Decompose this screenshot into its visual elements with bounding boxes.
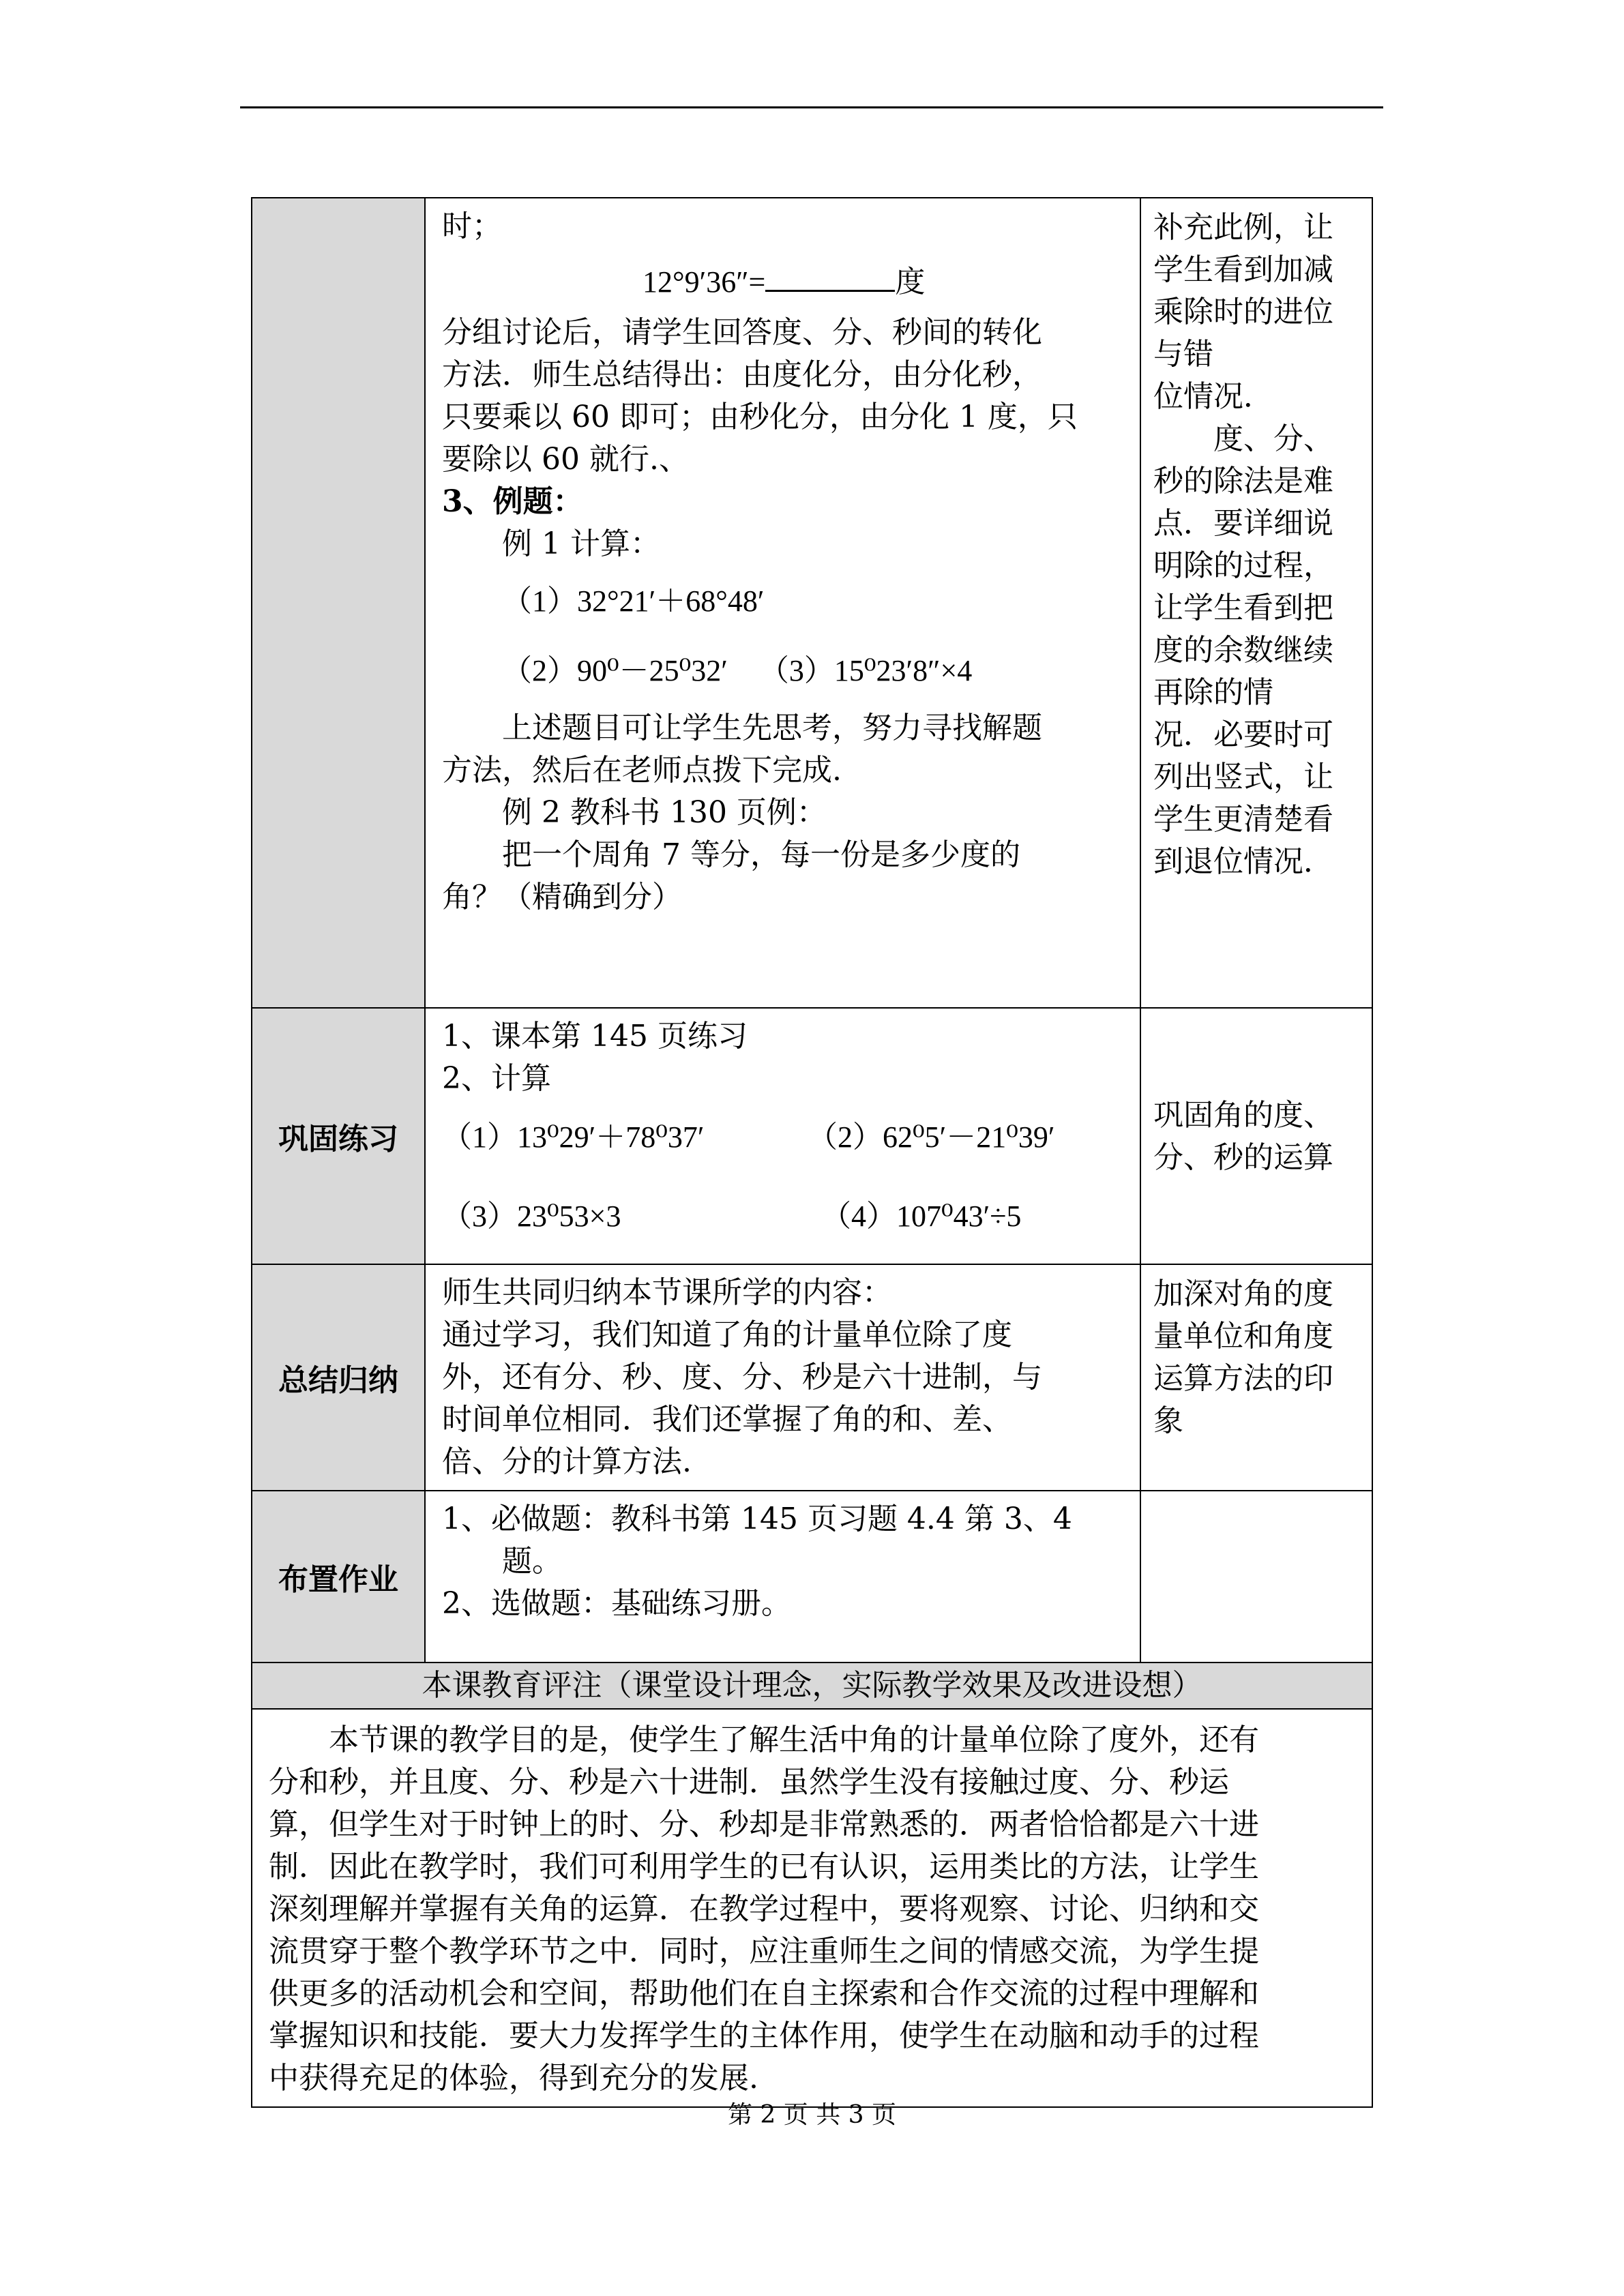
- text-line: 上述题目可让学生先思考，努力寻找解题: [502, 711, 1042, 745]
- exercise-question: （3）23⁰53×3: [442, 1199, 621, 1233]
- row-note: [1140, 198, 1372, 1008]
- row-label: 布置作业: [252, 1491, 425, 1663]
- row-summary: [252, 1264, 1372, 1491]
- paragraph-hint: [442, 707, 1127, 792]
- text-line: 2、计算: [442, 1061, 551, 1096]
- exercise-question: （1）13⁰29′＋78⁰37′: [442, 1120, 705, 1154]
- note-line: 让学生看到把: [1153, 591, 1333, 625]
- text-line: 1、必做题：教科书第 145 页习题 4.4 第 3、4: [442, 1502, 1072, 1536]
- row-note: [1140, 1264, 1372, 1491]
- example-title: 例 1 计算：: [502, 526, 660, 561]
- example-question: （2）90⁰－25⁰32′: [502, 654, 728, 687]
- text-line: 深刻理解并掌握有关角的运算．在教学过程中，要将观察、讨论、归纳和交: [269, 1892, 1259, 1926]
- note-line: 秒的除法是难: [1153, 464, 1333, 498]
- text-line: 分和秒，并且度、分、秒是六十进制．虽然学生没有接触过度、分、秒运: [269, 1765, 1229, 1800]
- header-rule: [240, 106, 1383, 108]
- text-line: 角？（精确到分）: [442, 880, 682, 914]
- note-line: 与错: [1153, 337, 1213, 372]
- text-line: 外，还有分、秒、度、分、秒是六十进制，与: [442, 1360, 1042, 1395]
- row-content: [425, 1008, 1140, 1264]
- text-line: 制．因此在教学时，我们可利用学生的已有认识，运用类比的方法，让学生: [269, 1849, 1259, 1884]
- answer-blank: [765, 263, 895, 292]
- text-line: 时间单位相同．我们还掌握了角的和、差、: [442, 1402, 1012, 1437]
- text-line: 要除以 60 就行.、: [442, 442, 689, 477]
- row-label-empty: [252, 198, 425, 1008]
- note-line: 度的余数继续: [1153, 633, 1333, 668]
- row-label: 总结归纳: [252, 1264, 425, 1491]
- text-line: 算，但学生对于时钟上的时、分、秒却是非常熟悉的．两者恰恰都是六十进: [269, 1807, 1259, 1842]
- note-line: 度、分、: [1213, 421, 1333, 456]
- row-evaluation-body: [252, 1709, 1372, 2107]
- note-line: 量单位和角度: [1153, 1319, 1333, 1354]
- row-content: [425, 1264, 1140, 1491]
- text-line: 掌握知识和技能．要大力发挥学生的主体作用，使学生在动脑和动手的过程: [269, 2018, 1259, 2053]
- text-line: 供更多的活动机会和空间，帮助他们在自主探索和合作交流的过程中理解和: [269, 1976, 1259, 2011]
- example-question: （1）32°21′＋68°48′: [502, 584, 765, 618]
- example-question-row: [442, 650, 1127, 692]
- note-line: 象: [1153, 1403, 1183, 1438]
- row-note-empty: [1140, 1491, 1372, 1663]
- note-line: 巩固角的度、: [1153, 1098, 1333, 1133]
- text-line: 本节课的教学目的是，使学生了解生活中角的计量单位除了度外，还有: [329, 1723, 1259, 1757]
- exercise-row: [442, 1116, 1127, 1159]
- formula-text: 12°9′36″=: [643, 265, 766, 299]
- formula-conversion: [442, 261, 1127, 303]
- note-line: 况．必要时可: [1153, 717, 1333, 752]
- text-line: 方法，然后在老师点拨下完成.: [442, 753, 842, 788]
- paragraph-summary: [442, 312, 1127, 481]
- note-line: 明除的过程，: [1153, 548, 1333, 583]
- row-teaching-process: [252, 198, 1372, 1008]
- example-title: 例 2 教科书 130 页例：: [502, 795, 827, 830]
- note-line: 运算方法的印: [1153, 1361, 1333, 1396]
- text-line: 师生共同归纳本节课所学的内容：: [442, 1275, 892, 1310]
- section-heading: 3、例题：: [442, 484, 583, 519]
- row-evaluation-heading: [252, 1663, 1372, 1709]
- row-homework: [252, 1491, 1372, 1663]
- text-line: 方法．师生总结得出：由度化分，由分化秒，: [442, 357, 1042, 392]
- row-label: 巩固练习: [252, 1008, 425, 1264]
- row-practice: [252, 1008, 1372, 1264]
- page-number-footer: 第 2 页 共 3 页: [727, 2101, 897, 2129]
- exercise-question: （2）62⁰5′－21⁰39′: [808, 1120, 1055, 1154]
- text-line: 分组讨论后，请学生回答度、分、秒间的转化: [442, 315, 1042, 350]
- row-content: [425, 198, 1140, 1008]
- note-line: 点．要详细说: [1153, 506, 1333, 541]
- text-line: 通过学习，我们知道了角的计量单位除了度: [442, 1317, 1012, 1352]
- text-line: 题。: [502, 1544, 562, 1579]
- note-line: 位情况．: [1153, 379, 1273, 414]
- row-content: [425, 1491, 1140, 1663]
- note-line: 乘除时的进位: [1153, 295, 1333, 329]
- note-line: 再除的情: [1153, 675, 1273, 710]
- exercise-question: （4）107⁰43′÷5: [821, 1199, 1022, 1233]
- note-line: 学生更清楚看: [1153, 802, 1333, 837]
- lesson-plan-table: [251, 197, 1373, 2108]
- row-note: [1140, 1008, 1372, 1264]
- text-line: 2、选做题：基础练习册。: [442, 1586, 791, 1621]
- evaluation-body: [252, 1709, 1372, 2107]
- text-line: 倍、分的计算方法.: [442, 1444, 692, 1479]
- text-line: 时；: [442, 209, 502, 243]
- text-line: 中获得充足的体验，得到充分的发展.: [269, 2061, 758, 2096]
- text-line: 流贯穿于整个教学环节之中．同时，应注重师生之间的情感交流，为学生提: [269, 1934, 1259, 1969]
- exercise-row: [442, 1195, 1127, 1238]
- note-line: 加深对角的度: [1153, 1277, 1333, 1311]
- text-line: 1、课本第 145 页练习: [442, 1019, 748, 1054]
- formula-unit: 度: [895, 265, 926, 299]
- text-line: 把一个周角 7 等分，每一份是多少度的: [502, 837, 1020, 872]
- note-line: 补充此例，让: [1153, 210, 1333, 245]
- note-line: 分、秒的运算: [1153, 1140, 1333, 1175]
- text-line: 只要乘以 60 即可；由秒化分，由分化 1 度，只: [442, 400, 1078, 434]
- note-line: 到退位情况．: [1153, 844, 1333, 879]
- note-line: 学生看到加减: [1153, 252, 1333, 287]
- example-question: （3）15⁰23′8″×4: [758, 654, 973, 687]
- note-line: 列出竖式，让: [1153, 760, 1333, 794]
- evaluation-heading: 本课教育评注（课堂设计理念，实际教学效果及改进设想）: [252, 1663, 1372, 1709]
